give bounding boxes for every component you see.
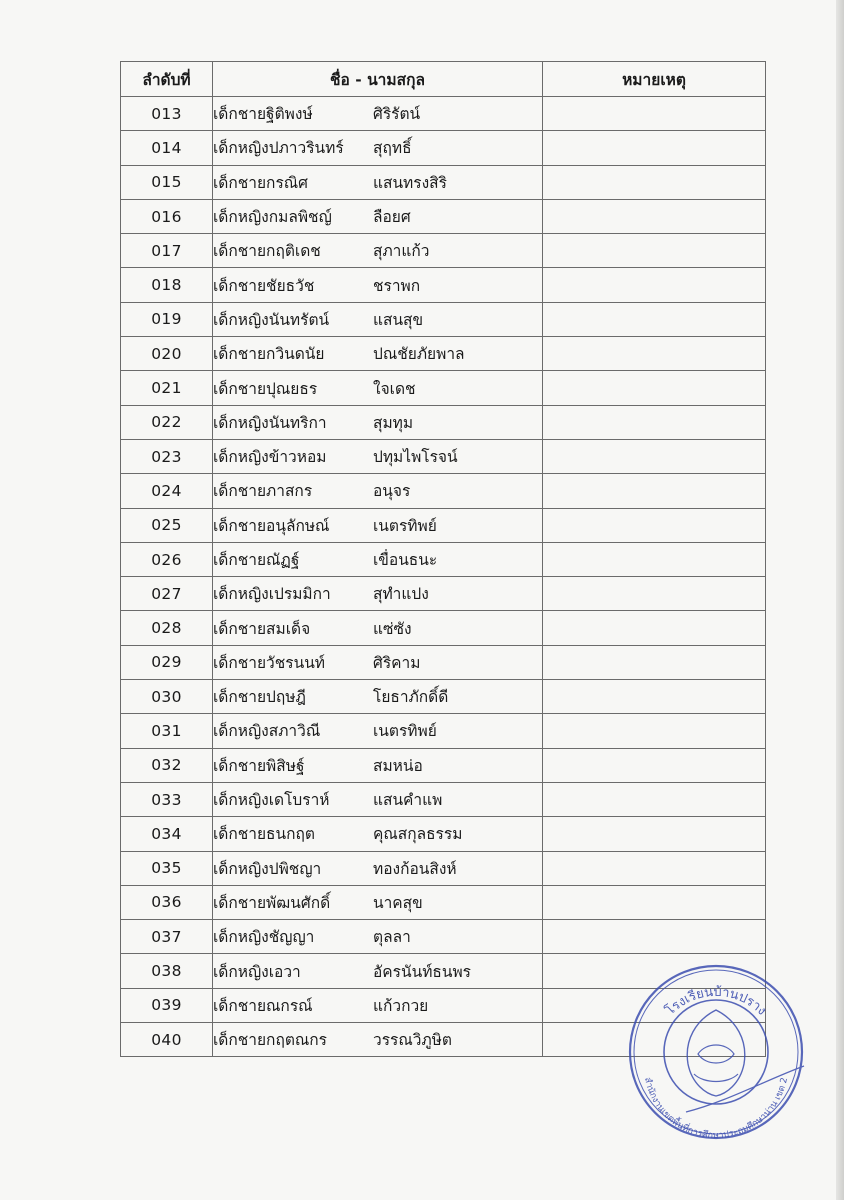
remarks-cell: [543, 508, 766, 542]
first-name: เด็กหญิงกมลพิชญ์: [213, 208, 332, 227]
first-name: เด็กหญิงนันทริกา: [213, 413, 327, 432]
last-name: ใจเดช: [373, 379, 416, 398]
table-row: [121, 439, 766, 473]
order-number-cell: 019: [121, 302, 213, 336]
remarks-cell: [543, 371, 766, 405]
order-number-cell: 027: [121, 577, 213, 611]
table-row: [121, 234, 766, 268]
last-name: โยธาภักดิ์ดี: [373, 688, 449, 707]
table-row: [121, 165, 766, 199]
first-name: เด็กชายปฤษฎี: [213, 688, 306, 707]
page-edge: [836, 0, 844, 1200]
order-number-cell: 023: [121, 439, 213, 473]
first-name: เด็กชายฐิติพงษ์: [213, 105, 313, 124]
table-row: [121, 782, 766, 816]
last-name: เนตรทิพย์: [373, 516, 437, 535]
table-row: [121, 302, 766, 336]
remarks-cell: [543, 645, 766, 679]
full-name-cell: [213, 714, 543, 748]
table-row: [121, 199, 766, 233]
remarks-cell: [543, 817, 766, 851]
remarks-cell: [543, 97, 766, 131]
remarks-cell: [543, 439, 766, 473]
order-number-cell: 024: [121, 474, 213, 508]
first-name: เด็กหญิงข้าวหอม: [213, 448, 327, 467]
stamp-top-text: โรงเรียนบ้านปราง: [662, 984, 770, 1019]
full-name-cell: [213, 508, 543, 542]
full-name-cell: [213, 611, 543, 645]
remarks-cell: [543, 165, 766, 199]
first-name: เด็กหญิงสภาวิณี: [213, 722, 321, 741]
remarks-cell: [543, 851, 766, 885]
stamp-bottom-text: สำนักงานเขตพื้นที่การศึกษาประถมศึกษาน่าน เขต 2: [641, 1076, 790, 1142]
last-name: สุมทุม: [373, 413, 414, 432]
table-row: [121, 337, 766, 371]
first-name: เด็กชายพิสิษฐ์: [213, 756, 305, 775]
full-name-cell: [213, 920, 543, 954]
first-name: เด็กหญิงนันทรัตน์: [213, 310, 330, 329]
order-number-cell: 021: [121, 371, 213, 405]
remarks-cell: [543, 199, 766, 233]
remarks-cell: [543, 474, 766, 508]
table-row: [121, 577, 766, 611]
last-name: ศิริคาม: [373, 653, 421, 672]
last-name: สุฤทธิ์: [373, 139, 412, 158]
first-name: เด็กชายปุณยธร: [213, 379, 318, 398]
full-name-cell: [213, 439, 543, 473]
first-name: เด็กชายพัฒนศักดิ์: [213, 893, 331, 912]
first-name: เด็กหญิงเดโบราห์: [213, 791, 330, 810]
full-name-cell: [213, 988, 543, 1022]
last-name: แสนทรงสิริ: [373, 173, 447, 192]
order-number-cell: 039: [121, 988, 213, 1022]
full-name-cell: [213, 680, 543, 714]
order-number-cell: 014: [121, 131, 213, 165]
order-number-cell: 015: [121, 165, 213, 199]
last-name: อัครนันท์ธนพร: [373, 962, 472, 981]
order-number-cell: 025: [121, 508, 213, 542]
header-order-number: ลำดับที่: [121, 62, 213, 97]
full-name-cell: [213, 165, 543, 199]
full-name-cell: [213, 577, 543, 611]
remarks-cell: [543, 680, 766, 714]
first-name: เด็กชายชัยธวัช: [213, 276, 315, 295]
remarks-cell: [543, 337, 766, 371]
last-name: คุณสกุลธรรม: [373, 825, 463, 844]
order-number-cell: 020: [121, 337, 213, 371]
order-number-cell: 016: [121, 199, 213, 233]
full-name-cell: [213, 782, 543, 816]
last-name: แสนคำแพ: [373, 791, 443, 810]
remarks-cell: [543, 611, 766, 645]
last-name: นาคสุข: [373, 893, 423, 912]
first-name: เด็กหญิงชัญญา: [213, 928, 315, 947]
table-row: [121, 714, 766, 748]
order-number-cell: 018: [121, 268, 213, 302]
order-number-cell: 038: [121, 954, 213, 988]
table-row: [121, 542, 766, 576]
remarks-cell: [543, 885, 766, 919]
full-name-cell: [213, 337, 543, 371]
remarks-cell: [543, 782, 766, 816]
order-number-cell: 040: [121, 1023, 213, 1057]
table-row: [121, 611, 766, 645]
table-row: [121, 817, 766, 851]
first-name: เด็กชายธนกฤต: [213, 825, 315, 844]
first-name: เด็กชายวัชรนนท์: [213, 653, 326, 672]
order-number-cell: 022: [121, 405, 213, 439]
table-row: [121, 748, 766, 782]
first-name: เด็กหญิงเปรมมิกา: [213, 585, 331, 604]
first-name: เด็กชายกรณิศ: [213, 173, 308, 192]
remarks-cell: [543, 131, 766, 165]
last-name: สมหน่อ: [373, 756, 423, 775]
remarks-cell: [543, 405, 766, 439]
first-name: เด็กชายกฤติเดช: [213, 242, 321, 261]
first-name: เด็กหญิงปพิชญา: [213, 859, 322, 878]
table-body: [121, 97, 766, 1057]
order-number-cell: 036: [121, 885, 213, 919]
order-number-cell: 031: [121, 714, 213, 748]
first-name: เด็กชายณกรณ์: [213, 996, 313, 1015]
first-name: เด็กชายกวินดนัย: [213, 345, 325, 364]
first-name: เด็กชายสมเด็จ: [213, 619, 311, 638]
remarks-cell: [543, 542, 766, 576]
table-row: [121, 680, 766, 714]
full-name-cell: [213, 817, 543, 851]
table-row: [121, 645, 766, 679]
last-name: อนุจร: [373, 482, 411, 501]
table-row: [121, 508, 766, 542]
first-name: เด็กชายกฤตณกร: [213, 1031, 327, 1050]
table-row: [121, 131, 766, 165]
full-name-cell: [213, 97, 543, 131]
order-number-cell: 030: [121, 680, 213, 714]
last-name: แก้วกวย: [373, 996, 429, 1015]
last-name: แซ่ซัง: [373, 619, 412, 638]
student-roster-table: [120, 61, 766, 1057]
last-name: ทองก้อนสิงห์: [373, 859, 457, 878]
table-row: [121, 268, 766, 302]
order-number-cell: 037: [121, 920, 213, 954]
table-row: [121, 405, 766, 439]
full-name-cell: [213, 199, 543, 233]
last-name: ปณชัยภัยพาล: [373, 345, 465, 364]
header-remarks: หมายเหตุ: [543, 62, 766, 97]
last-name: ตุลลา: [373, 928, 411, 947]
first-name: เด็กหญิงปภาวรินทร์: [213, 139, 344, 158]
first-name: เด็กชายภาสกร: [213, 482, 313, 501]
table-row: [121, 851, 766, 885]
full-name-cell: [213, 234, 543, 268]
full-name-cell: [213, 645, 543, 679]
full-name-cell: [213, 405, 543, 439]
table-row: [121, 885, 766, 919]
last-name: สุภาแก้ว: [373, 242, 430, 261]
full-name-cell: [213, 302, 543, 336]
first-name: เด็กหญิงเอวา: [213, 962, 301, 981]
order-number-cell: 032: [121, 748, 213, 782]
full-name-cell: [213, 371, 543, 405]
table-row: [121, 920, 766, 954]
full-name-cell: [213, 885, 543, 919]
last-name: ศิริรัตน์: [373, 105, 421, 124]
full-name-cell: [213, 748, 543, 782]
order-number-cell: 013: [121, 97, 213, 131]
full-name-cell: [213, 1023, 543, 1057]
table-row: [121, 371, 766, 405]
order-number-cell: 035: [121, 851, 213, 885]
last-name: ชราพก: [373, 276, 421, 295]
remarks-cell: [543, 268, 766, 302]
table-header-row: [121, 62, 766, 97]
order-number-cell: 017: [121, 234, 213, 268]
order-number-cell: 028: [121, 611, 213, 645]
last-name: เนตรทิพย์: [373, 722, 437, 741]
remarks-cell: [543, 302, 766, 336]
order-number-cell: 034: [121, 817, 213, 851]
last-name: สุทำแปง: [373, 585, 429, 604]
remarks-cell: [543, 577, 766, 611]
remarks-cell: [543, 748, 766, 782]
first-name: เด็กชายณัฏฐ์: [213, 551, 300, 569]
full-name-cell: [213, 474, 543, 508]
school-seal-stamp: [626, 962, 806, 1142]
last-name: แสนสุข: [373, 310, 424, 329]
full-name-cell: [213, 131, 543, 165]
table-row: [121, 97, 766, 131]
order-number-cell: 033: [121, 782, 213, 816]
last-name: ปทุมไพโรจน์: [373, 448, 458, 467]
order-number-cell: 029: [121, 645, 213, 679]
table-row: [121, 474, 766, 508]
order-number-cell: 026: [121, 542, 213, 576]
first-name: เด็กชายอนุลักษณ์: [213, 516, 330, 535]
remarks-cell: [543, 234, 766, 268]
last-name: เขื่อนธนะ: [373, 551, 438, 569]
full-name-cell: [213, 542, 543, 576]
full-name-cell: [213, 954, 543, 988]
full-name-cell: [213, 851, 543, 885]
full-name-cell: [213, 268, 543, 302]
last-name: วรรณวิภูษิต: [373, 1031, 452, 1050]
remarks-cell: [543, 920, 766, 954]
header-full-name: ชื่อ - นามสกุล: [213, 62, 543, 97]
last-name: ลือยศ: [373, 208, 411, 227]
remarks-cell: [543, 714, 766, 748]
